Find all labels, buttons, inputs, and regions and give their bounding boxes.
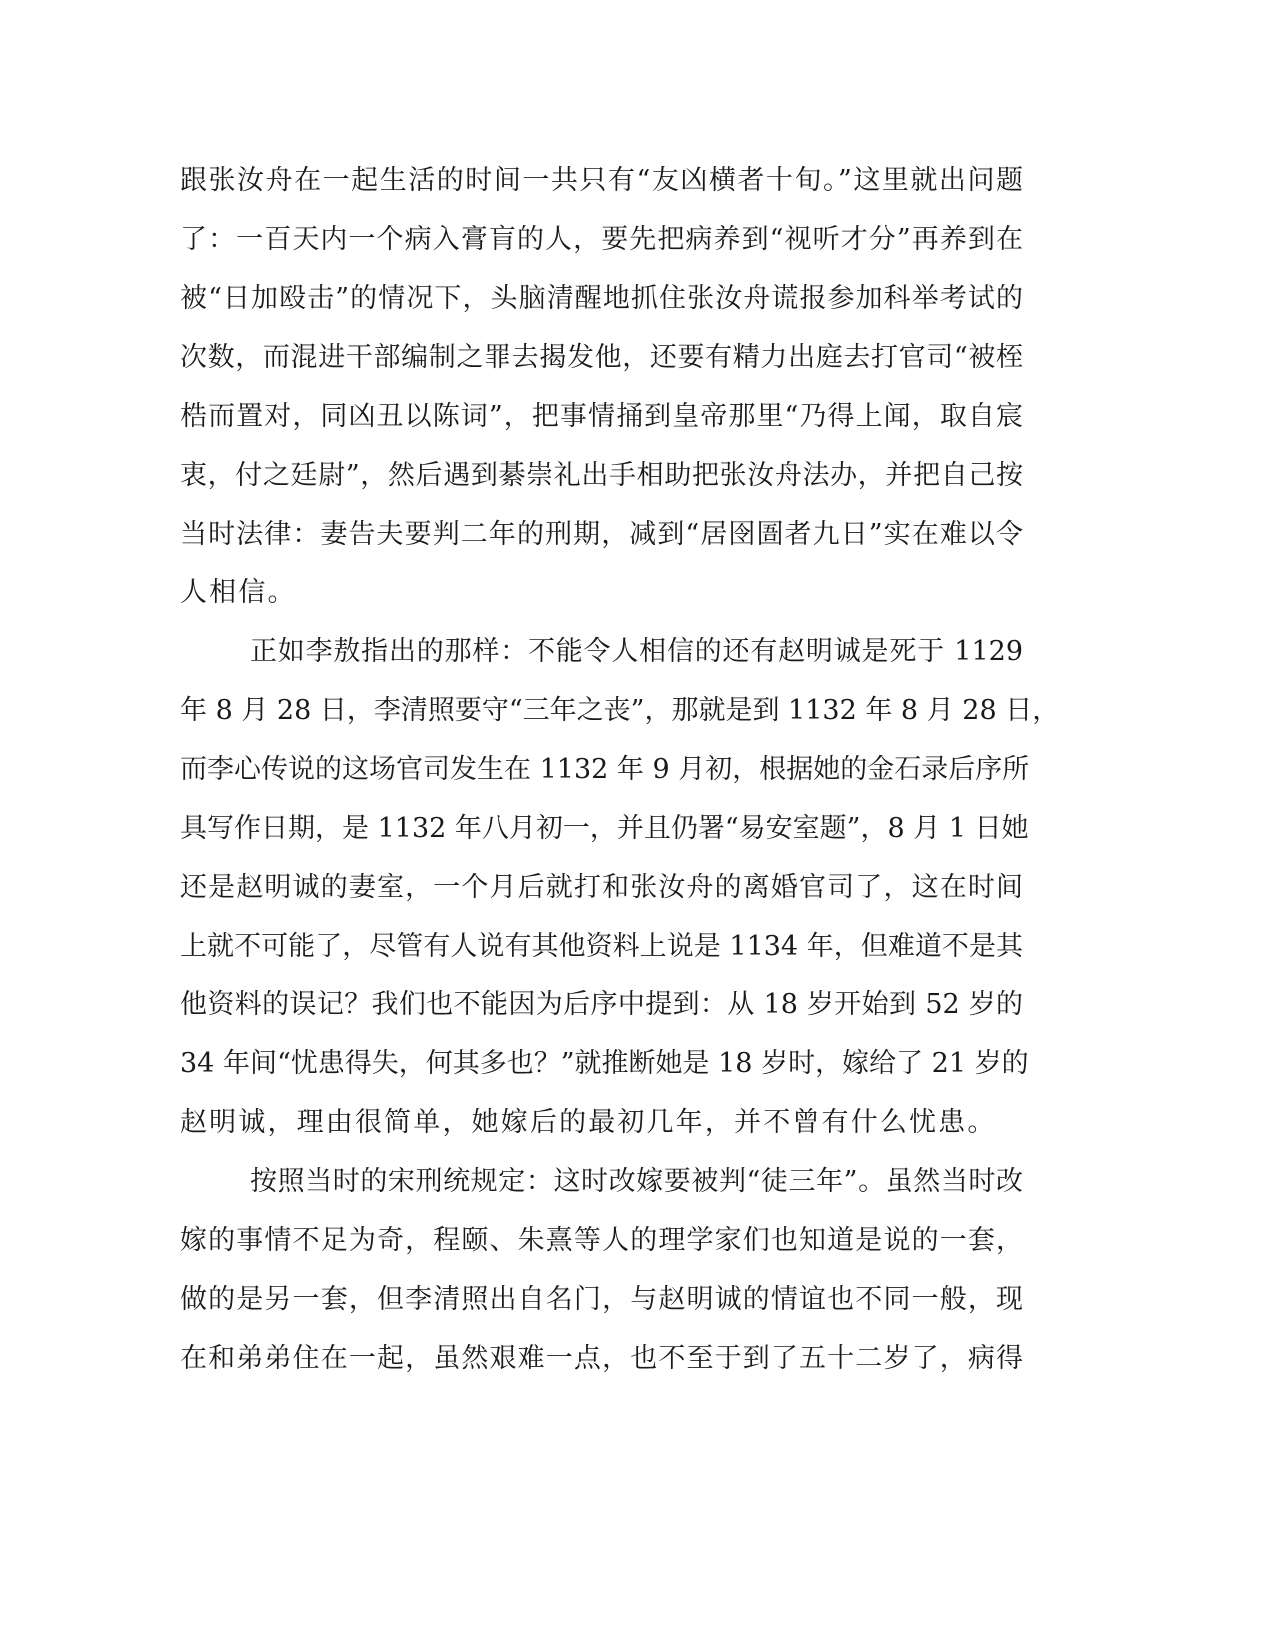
paragraph-1-line: 次数，而混进干部编制之罪去揭发他，还要有精力出庭去打官司“被桎: [180, 342, 1023, 373]
paragraph-2-line: 具写作日期，是 1132 年八月初一，并且仍署“易安室题”，8 月 1 日她: [180, 813, 1029, 844]
paragraph-2-line: 上就不可能了，尽管有人说有其他资料上说是 1134 年，但难道不是其: [180, 931, 1023, 962]
paragraph-3-line: 在和弟弟住在一起，虽然艰难一点，也不至于到了五十二岁了，病得: [180, 1343, 1023, 1374]
paragraph-1-line: 梏而置对，同凶丑以陈词”，把事情捅到皇帝那里“乃得上闻，取自宸: [180, 401, 1023, 432]
paragraph-2-line: 年 8 月 28 日，李清照要守“三年之丧”，那就是到 1132 年 8 月 28 日，: [180, 695, 1060, 726]
paragraph-2-line: 还是赵明诚的妻室，一个月后就打和张汝舟的离婚官司了，这在时间: [180, 872, 1023, 903]
paragraph-3-line: 做的是另一套，但李清照出自名门，与赵明诚的情谊也不同一般，现: [180, 1284, 1023, 1315]
paragraph-1-line: 了：一百天内一个病入膏肓的人，要先把病养到“视听才分”再养到在: [180, 224, 1023, 255]
paragraph-1-line: 跟张汝舟在一起生活的时间一共只有“友凶横者十旬。”这里就出问题: [180, 165, 1023, 196]
paragraph-2-line: 而李心传说的这场官司发生在 1132 年 9 月初，根据她的金石录后序所: [180, 754, 1030, 785]
paragraph-3-line: 嫁的事情不足为奇，程颐、朱熹等人的理学家们也知道是说的一套，: [180, 1225, 1023, 1256]
paragraph-3-first-line: 按照当时的宋刑统规定：这时改嫁要被判“徒三年”。虽然当时改: [250, 1166, 1023, 1197]
paragraph-1-line: 当时法律：妻告夫要判二年的刑期，减到“居囹圄者九日”实在难以令: [180, 519, 1023, 550]
paragraph-2-line: 他资料的误记？我们也不能因为后序中提到：从 18 岁开始到 52 岁的: [180, 989, 1023, 1020]
paragraph-2-first-line: 正如李敖指出的那样：不能令人相信的还有赵明诚是死于 1129: [250, 636, 1023, 667]
paragraph-2-last-line: 赵明诚，理由很简单，她嫁后的最初几年，并不曾有什么忧患。: [180, 1107, 997, 1138]
paragraph-1-line: 衷，付之廷尉”，然后遇到綦崇礼出手相助把张汝舟法办，并把自己按: [180, 460, 1023, 491]
paragraph-1-last-line: 人相信。: [180, 577, 297, 608]
paragraph-1-line: 被“日加殴击”的情况下，头脑清醒地抓住张汝舟谎报参加科举考试的: [180, 283, 1023, 314]
paragraph-2-line: 34 年间“忧患得失，何其多也？”就推断她是 18 岁时，嫁给了 21 岁的: [180, 1048, 1029, 1079]
